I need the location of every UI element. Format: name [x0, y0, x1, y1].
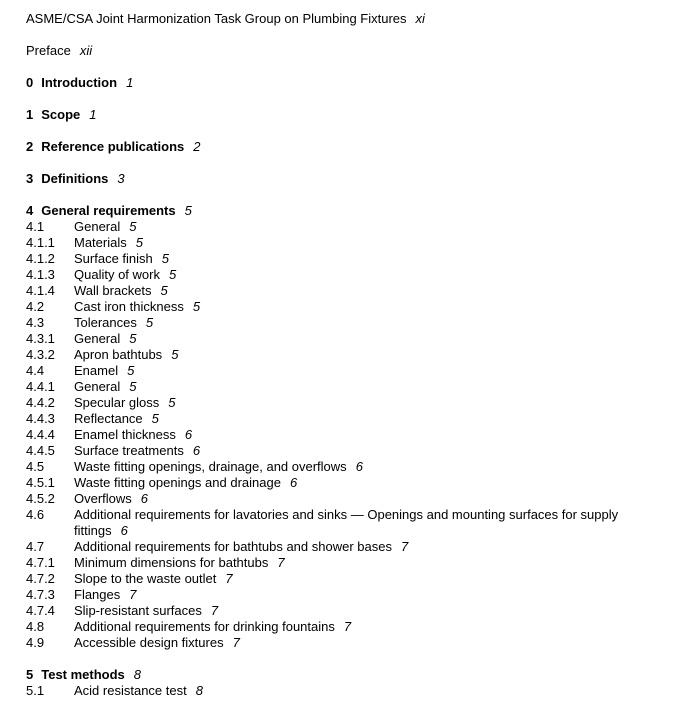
toc-entry-page: xi: [415, 11, 425, 26]
subentry-title: General: [74, 219, 121, 234]
subentry-text: [74, 587, 666, 603]
subentry-title: Waste fitting openings, drainage, and overflows: [74, 459, 347, 474]
clause-number: 0: [26, 75, 34, 90]
clause-heading[interactable]: [26, 107, 666, 123]
subentry-title: Enamel: [74, 363, 119, 378]
toc-subentry[interactable]: [26, 571, 666, 587]
subentry-text: [74, 219, 666, 235]
subentry-page: 5: [161, 251, 169, 266]
subentry-page: 5: [168, 395, 176, 410]
toc-subentry[interactable]: [26, 475, 666, 491]
subentry-title: Slope to the waste outlet: [74, 571, 217, 586]
subentry-number: 4.7.3: [26, 587, 55, 602]
subentry-title: Specular gloss: [74, 395, 160, 410]
subentry-text: [74, 251, 666, 267]
clause-number: 2: [26, 139, 34, 154]
toc-subentry[interactable]: [26, 603, 666, 619]
subentry-text: [74, 683, 666, 699]
subentry-page: 7: [129, 587, 137, 602]
toc-subentry[interactable]: [26, 283, 666, 299]
toc-clause-0: [26, 75, 666, 91]
subentry-page: 7: [232, 635, 240, 650]
subentry-text: [74, 603, 666, 619]
subentry-page: 5: [129, 219, 137, 234]
subentry-text: [74, 459, 666, 475]
subentry-title: Flanges: [74, 587, 121, 602]
toc-subentry[interactable]: [26, 331, 666, 347]
clause-page: 1: [89, 107, 97, 122]
toc-subentry[interactable]: [26, 219, 666, 235]
subentry-number: 4.4.4: [26, 427, 55, 442]
toc-entry-title: Preface: [26, 43, 71, 58]
subentry-number: 4.7.2: [26, 571, 55, 586]
toc-clause-1: [26, 107, 666, 123]
toc-subentry[interactable]: [26, 459, 666, 475]
subentry-title: Reflectance: [74, 411, 143, 426]
clause-page: 3: [117, 171, 125, 186]
toc-subentry[interactable]: [26, 251, 666, 267]
subentry-page: 6: [140, 491, 149, 506]
clause-page: 8: [133, 667, 142, 682]
subentry-text: [74, 507, 666, 539]
clause-title: General requirements: [41, 203, 176, 218]
toc-subentry[interactable]: [26, 411, 666, 427]
subentry-page: 7: [225, 571, 233, 586]
subentry-page: 5: [135, 235, 143, 250]
subentry-page: 5: [151, 411, 159, 426]
subentry-title: Wall brackets: [74, 283, 152, 298]
subentry-title: Apron bathtubs: [74, 347, 163, 362]
clause-title: Test methods: [41, 667, 125, 682]
clause-page: 1: [126, 75, 134, 90]
subentry-text: [74, 379, 666, 395]
subentry-number: 4.8: [26, 619, 45, 634]
toc-clause-5: [26, 667, 666, 699]
subentry-title: Additional requirements for lavatories and sinks — Openings and mounting surfaces for supply fittings: [74, 507, 619, 538]
subentry-text: [74, 539, 666, 555]
subentry-title: Materials: [74, 235, 127, 250]
subentry-text: [74, 443, 666, 459]
subentry-number: 4.1.1: [26, 235, 55, 250]
clause-number: 1: [26, 107, 34, 122]
subentry-page: 5: [129, 379, 137, 394]
subentry-title: Cast iron thickness: [74, 299, 184, 314]
toc-subentry[interactable]: [26, 635, 666, 651]
subentry-text: [74, 635, 666, 651]
toc-clause-2: [26, 139, 666, 155]
subentry-text: [74, 283, 666, 299]
clause-title: Introduction: [41, 75, 118, 90]
subentry-title: General: [74, 331, 121, 346]
subentry-title: Enamel thickness: [74, 427, 176, 442]
clause-heading[interactable]: [26, 75, 666, 91]
subentry-number: 4.3.2: [26, 347, 55, 362]
toc-subentry[interactable]: [26, 507, 666, 539]
subentry-number: 4.9: [26, 635, 45, 650]
subentry-number: 4.7.1: [26, 555, 55, 570]
subentry-page: 8: [195, 683, 203, 698]
toc-subentry[interactable]: [26, 235, 666, 251]
subentry-number: 4.1.3: [26, 267, 55, 282]
subentry-page: 6: [120, 523, 128, 538]
subentry-number: 4.1.4: [26, 283, 55, 298]
subentry-number: 4.4: [26, 363, 45, 378]
subentry-text: [74, 475, 666, 491]
subentry-page: 6: [192, 443, 201, 458]
subentry-text: [74, 571, 666, 587]
toc-subentry[interactable]: [26, 347, 666, 363]
subentry-page: 6: [355, 459, 363, 474]
toc-subentry[interactable]: [26, 379, 666, 395]
subentry-title: General: [74, 379, 121, 394]
subentry-page: 7: [400, 539, 409, 554]
clause-page: 2: [193, 139, 201, 154]
subentry-page: 7: [343, 619, 352, 634]
subentry-text: [74, 411, 666, 427]
subentry-number: 5.1: [26, 683, 45, 698]
subentry-number: 4.1.2: [26, 251, 55, 266]
subentry-page: 7: [277, 555, 285, 570]
toc-subentry[interactable]: [26, 299, 666, 315]
toc-entry-preface[interactable]: [26, 43, 666, 59]
subentry-title: Accessible design fixtures: [74, 635, 224, 650]
clause-heading[interactable]: [26, 171, 666, 187]
subentry-text: [74, 299, 666, 315]
clause-heading[interactable]: [26, 139, 666, 155]
subentry-title: Additional requirements for drinking fountains: [74, 619, 335, 634]
subentry-page: 6: [184, 427, 193, 442]
clause-page: 5: [184, 203, 192, 218]
subentry-page: 5: [145, 315, 154, 330]
subentry-text: [74, 267, 666, 283]
subentry-number: 4.3.1: [26, 331, 55, 346]
toc-clause-3: [26, 171, 666, 187]
toc-subentry[interactable]: [26, 555, 666, 571]
subentry-title: Surface finish: [74, 251, 153, 266]
toc-subentry[interactable]: [26, 683, 666, 699]
subentry-number: 4.1: [26, 219, 45, 234]
subentry-text: [74, 491, 666, 507]
subentry-number: 4.7.4: [26, 603, 55, 618]
clause-number: 3: [26, 171, 34, 186]
subentry-title: Minimum dimensions for bathtubs: [74, 555, 269, 570]
subentry-title: Slip-resistant surfaces: [74, 603, 202, 618]
subentry-page: 5: [160, 283, 168, 298]
subentry-text: [74, 395, 666, 411]
subentry-number: 4.2: [26, 299, 45, 314]
toc-clause-4: [26, 203, 666, 651]
subentry-number: 4.5: [26, 459, 45, 474]
subentry-title: Additional requirements for bathtubs and shower bases: [74, 539, 392, 554]
subentry-page: 5: [129, 331, 137, 346]
clause-list: [26, 75, 666, 699]
clause-title: Definitions: [41, 171, 109, 186]
toc-subentry[interactable]: [26, 539, 666, 555]
subentry-title: Quality of work: [74, 267, 160, 282]
subentry-title: Tolerances: [74, 315, 137, 330]
subentry-number: 4.4.1: [26, 379, 55, 394]
subentry-text: [74, 427, 666, 443]
toc-subentry[interactable]: [26, 363, 666, 379]
subentry-text: [74, 347, 666, 363]
subentry-page: 5: [171, 347, 179, 362]
subentry-text: [74, 555, 666, 571]
subentry-number: 4.4.3: [26, 411, 55, 426]
subentry-page: 5: [192, 299, 201, 314]
toc-entry-title: ASME/CSA Joint Harmonization Task Group on Plumbing Fixtures: [26, 11, 407, 26]
subentry-number: 4.4.5: [26, 443, 55, 458]
clause-number: 5: [26, 667, 34, 682]
clause-title: Reference publications: [41, 139, 185, 154]
clause-heading[interactable]: [26, 203, 666, 219]
subentry-title: Surface treatments: [74, 443, 184, 458]
subentry-title: Overflows: [74, 491, 132, 506]
subentry-page: 5: [127, 363, 135, 378]
subentry-number: 4.5.2: [26, 491, 55, 506]
subentry-page: 7: [210, 603, 219, 618]
subentry-text: [74, 235, 666, 251]
subentry-page: 6: [289, 475, 298, 490]
subentry-number: 4.3: [26, 315, 45, 330]
clause-title: Scope: [41, 107, 81, 122]
subentry-text: [74, 331, 666, 347]
clause-number: 4: [26, 203, 34, 218]
subentry-text: [74, 315, 666, 331]
subentry-number: 4.6: [26, 507, 45, 522]
subentry-number: 4.4.2: [26, 395, 55, 410]
subentry-number: 4.5.1: [26, 475, 55, 490]
toc-subentry[interactable]: [26, 443, 666, 459]
subentry-number: 4.7: [26, 539, 45, 554]
toc-subentry[interactable]: [26, 315, 666, 331]
toc-subentry[interactable]: [26, 619, 666, 635]
clause-heading[interactable]: [26, 667, 666, 683]
subentry-text: [74, 363, 666, 379]
subentry-title: Acid resistance test: [74, 683, 187, 698]
subentry-title: Waste fitting openings and drainage: [74, 475, 281, 490]
table-of-contents: [26, 11, 666, 715]
toc-subentry[interactable]: [26, 427, 666, 443]
toc-subentry[interactable]: [26, 491, 666, 507]
subentry-page: 5: [168, 267, 177, 282]
toc-entry-page: xii: [79, 43, 93, 58]
toc-entry-task-group[interactable]: [26, 11, 666, 27]
toc-subentry[interactable]: [26, 395, 666, 411]
subentry-text: [74, 619, 666, 635]
toc-subentry[interactable]: [26, 267, 666, 283]
toc-subentry[interactable]: [26, 587, 666, 603]
